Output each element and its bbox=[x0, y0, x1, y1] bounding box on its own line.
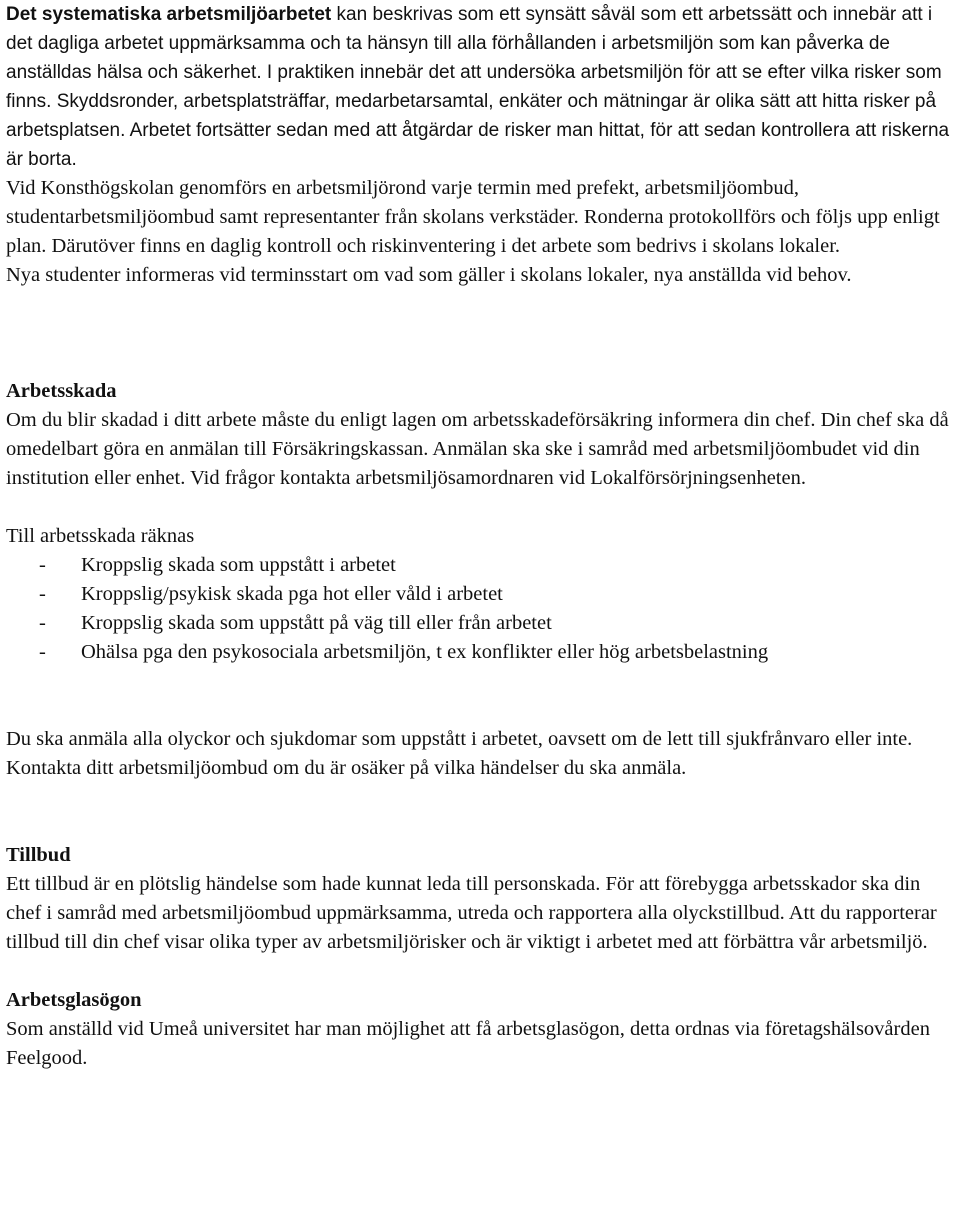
list-dash: - bbox=[39, 583, 46, 605]
document-page bbox=[6, 0, 954, 1073]
list-dash: - bbox=[39, 554, 46, 576]
list-item-text: Kroppslig skada som uppstått i arbetet bbox=[81, 554, 396, 576]
list-item bbox=[6, 638, 954, 667]
list-dash: - bbox=[39, 641, 46, 663]
arbetsskada-list bbox=[6, 551, 954, 667]
list-item bbox=[6, 609, 954, 638]
intro-paragraph bbox=[6, 0, 954, 174]
section-spacer bbox=[6, 667, 954, 725]
intro-text: kan beskrivas som ett synsätt såväl som ett arbetssätt och innebär att i det dagliga arbetet uppmärksamma och ta hänsyn till alla förhållanden i arbetsmiljön som kan påverka de anställdas hälsa och säkerhet. I praktiken innebär det att undersöka arbetsmiljön för att se efter vilka risker som finns. Skyddsronder, arbetsplatsträffar, medarbetarsamtal, enkäter och mätningar är olika sätt att hitta risker på arbetsplatsen. Arbetet fortsätter sedan med att åtgärdar de risker man hittat, för att sedan kontrollera att riskerna är borta. bbox=[6, 4, 950, 170]
arbetsskada-heading: Arbetsskada bbox=[6, 380, 117, 402]
list-dash: - bbox=[39, 612, 46, 634]
arbetsskada-body: Om du blir skadad i ditt arbete måste du enligt lagen om arbetsskadeförsäkring informera din chef. Din chef ska då omedelbart göra en anmälan till Försäkringskassan. Anmälan ska ske i samråd med arbetsmiljöombudet vid din institution eller enhet. Vid frågor kontakta arbetsmiljösamordnaren vid Lokalförsörjningsenheten. bbox=[6, 409, 949, 489]
intro-bold-lead: Det systematiska arbetsmiljöarbetet bbox=[6, 4, 332, 25]
arbetsglasogon-body: Som anställd vid Umeå universitet har man möjlighet att få arbetsglasögon, detta ordnas via företagshälsovården Feelgood. bbox=[6, 1018, 930, 1069]
list-item bbox=[6, 580, 954, 609]
list-item-text: Kroppslig/psykisk skada pga hot eller våld i arbetet bbox=[81, 583, 503, 605]
list-item-text: Ohälsa pga den psykosociala arbetsmiljön, t ex konflikter eller hög arbetsbelastning bbox=[81, 641, 769, 663]
section-spacer bbox=[6, 493, 954, 522]
arbetsskada-list-title: Till arbetsskada räknas bbox=[6, 525, 195, 547]
intro-paragraph-2: Vid Konsthögskolan genomförs en arbetsmiljörond varje termin med prefekt, arbetsmiljöombud, studentarbetsmiljöombud samt representanter från skolans verkstäder. Ronderna protokollförs och följs upp enligt plan. Därutöver finns en daglig kontroll och riskinventering i det arbete som bedrivs i skolans lokaler. bbox=[6, 177, 940, 257]
tillbud-heading: Tillbud bbox=[6, 844, 71, 866]
list-item bbox=[6, 551, 954, 580]
tillbud-body: Ett tillbud är en plötslig händelse som hade kunnat leda till personskada. För att förebygga arbetsskador ska din chef i samråd med arbetsmiljöombud uppmärksamma, utreda och rapportera alla olyckstillbud. Att du rapporterar tillbud till din chef visar olika typer av arbetsmiljörisker och är viktigt i arbetet med att förbättra vår arbetsmiljö. bbox=[6, 873, 937, 953]
section-spacer bbox=[6, 290, 954, 377]
section-spacer bbox=[6, 783, 954, 841]
section-spacer bbox=[6, 957, 954, 986]
intro-paragraph-3: Nya studenter informeras vid terminsstart om vad som gäller i skolans lokaler, nya anställda vid behov. bbox=[6, 264, 852, 286]
report-paragraph-2: Kontakta ditt arbetsmiljöombud om du är osäker på vilka händelser du ska anmäla. bbox=[6, 757, 687, 779]
list-item-text: Kroppslig skada som uppstått på väg till eller från arbetet bbox=[81, 612, 552, 634]
arbetsglasogon-heading: Arbetsglasögon bbox=[6, 989, 142, 1011]
report-paragraph-1: Du ska anmäla alla olyckor och sjukdomar som uppstått i arbetet, oavsett om de lett till sjukfrånvaro eller inte. bbox=[6, 728, 913, 750]
